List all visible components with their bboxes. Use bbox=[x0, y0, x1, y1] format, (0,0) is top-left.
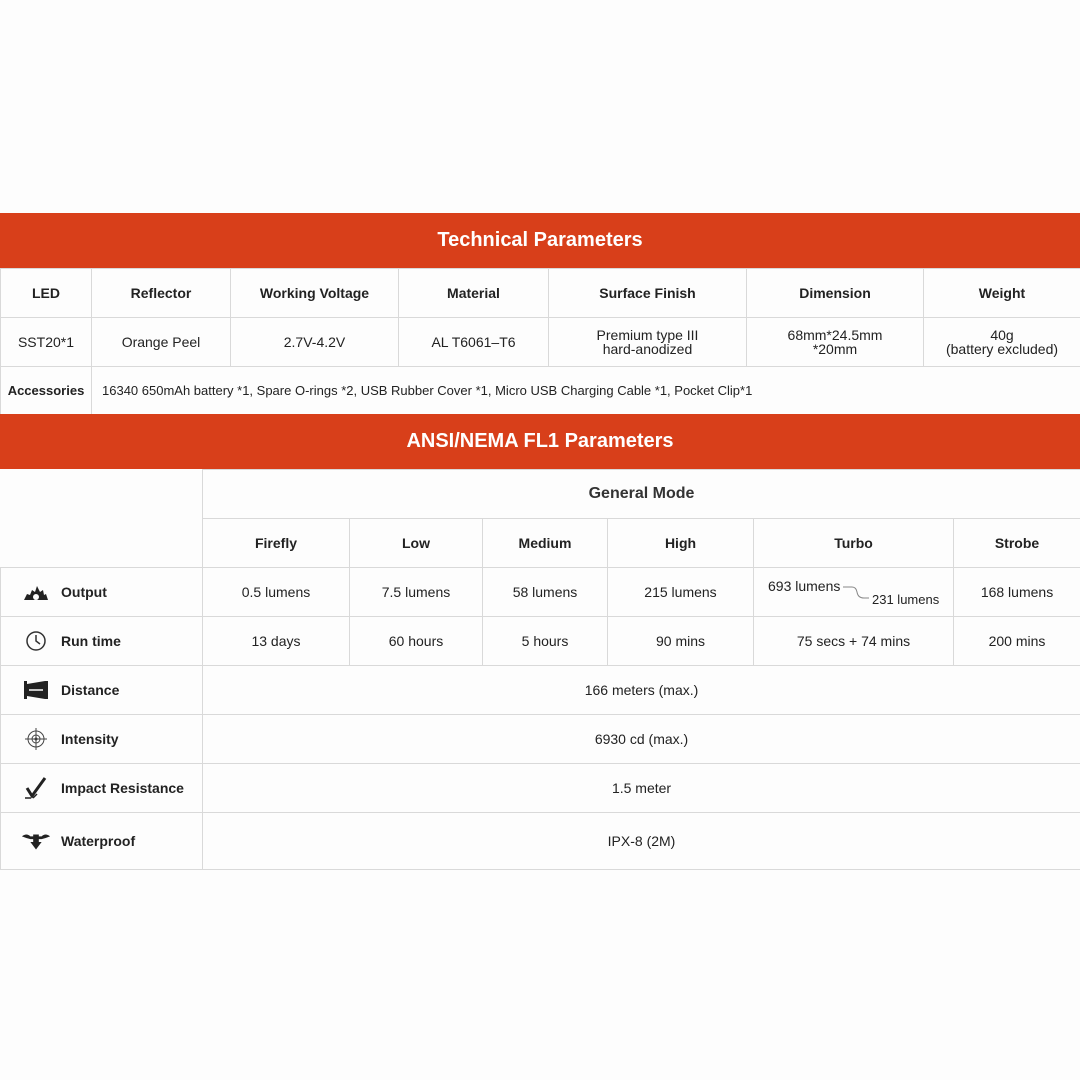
header-dimension: Dimension bbox=[747, 269, 924, 318]
impact-icon bbox=[21, 776, 51, 800]
mode-firefly: Firefly bbox=[203, 519, 350, 568]
waterproof-label: Waterproof bbox=[61, 833, 136, 849]
header-weight: Weight bbox=[924, 269, 1080, 318]
technical-parameters-banner bbox=[0, 213, 1080, 268]
general-mode-title: General Mode bbox=[203, 470, 1080, 519]
beam-distance-icon bbox=[21, 678, 51, 702]
header-material: Material bbox=[399, 269, 549, 318]
value-voltage: 2.7V-4.2V bbox=[231, 318, 399, 367]
header-led: LED bbox=[1, 269, 92, 318]
technical-parameters-table bbox=[0, 268, 1080, 415]
value-led: SST20*1 bbox=[1, 318, 92, 367]
value-reflector: Orange Peel bbox=[92, 318, 231, 367]
runtime-low: 60 hours bbox=[350, 617, 483, 666]
output-label: Output bbox=[61, 584, 107, 600]
dimension-line-2: *20mm bbox=[812, 341, 858, 357]
turbo-end-output: 231 lumens bbox=[872, 592, 940, 607]
finish-line-2: hard-anodized bbox=[602, 341, 693, 357]
accessories-list: 16340 650mAh battery *1, Spare O-rings *2, USB Rubber Cover *1, Micro USB Charging Cable *1, Pocket Clip*1 bbox=[92, 367, 1080, 415]
header-reflector: Reflector bbox=[92, 269, 231, 318]
finish-line-1: Premium type III bbox=[596, 327, 699, 343]
runtime-strobe: 200 mins bbox=[954, 617, 1080, 666]
intensity-value: 6930 cd (max.) bbox=[203, 715, 1080, 764]
value-surface-finish bbox=[549, 318, 747, 367]
output-low: 7.5 lumens bbox=[350, 568, 483, 617]
value-dimension bbox=[747, 318, 924, 367]
step-down-line bbox=[842, 586, 870, 600]
runtime-firefly: 13 days bbox=[203, 617, 350, 666]
mode-high: High bbox=[608, 519, 754, 568]
runtime-label-cell bbox=[1, 617, 203, 666]
technical-parameters-title: Technical Parameters bbox=[437, 229, 643, 251]
distance-value: 166 meters (max.) bbox=[203, 666, 1080, 715]
runtime-turbo: 75 secs + 74 mins bbox=[754, 617, 954, 666]
waterproof-label-cell bbox=[1, 813, 203, 870]
target-icon bbox=[21, 727, 51, 751]
weight-line-2: (battery excluded) bbox=[945, 341, 1059, 357]
mode-low: Low bbox=[350, 519, 483, 568]
impact-label: Impact Resistance bbox=[61, 780, 184, 796]
gear-icon bbox=[21, 580, 51, 604]
runtime-high: 90 mins bbox=[608, 617, 754, 666]
impact-label-cell bbox=[1, 764, 203, 813]
distance-label-cell bbox=[1, 666, 203, 715]
water-drop-icon bbox=[21, 829, 51, 853]
impact-value: 1.5 meter bbox=[203, 764, 1080, 813]
output-high: 215 lumens bbox=[608, 568, 754, 617]
output-strobe: 168 lumens bbox=[954, 568, 1080, 617]
output-firefly: 0.5 lumens bbox=[203, 568, 350, 617]
dimension-line-1: 68mm*24.5mm bbox=[787, 327, 883, 343]
header-surface-finish: Surface Finish bbox=[549, 269, 747, 318]
runtime-label: Run time bbox=[61, 633, 121, 649]
mode-turbo: Turbo bbox=[754, 519, 954, 568]
weight-line-1: 40g bbox=[990, 327, 1014, 343]
intensity-label: Intensity bbox=[61, 731, 119, 747]
mode-medium: Medium bbox=[483, 519, 608, 568]
turbo-start-output: 693 lumens bbox=[768, 578, 841, 594]
header-working-voltage: Working Voltage bbox=[231, 269, 399, 318]
accessories-label: Accessories bbox=[1, 367, 92, 415]
output-medium: 58 lumens bbox=[483, 568, 608, 617]
ansi-parameters-title: ANSI/NEMA FL1 Parameters bbox=[406, 430, 674, 452]
value-material: AL T6061–T6 bbox=[399, 318, 549, 367]
ansi-parameters-table bbox=[0, 469, 1080, 870]
ansi-parameters-banner bbox=[0, 414, 1080, 469]
runtime-medium: 5 hours bbox=[483, 617, 608, 666]
output-turbo bbox=[754, 568, 954, 617]
distance-label: Distance bbox=[61, 682, 120, 698]
value-weight bbox=[924, 318, 1080, 367]
mode-strobe: Strobe bbox=[954, 519, 1080, 568]
waterproof-value: IPX-8 (2M) bbox=[203, 813, 1080, 870]
output-label-cell bbox=[1, 568, 203, 617]
clock-icon bbox=[21, 629, 51, 653]
intensity-label-cell bbox=[1, 715, 203, 764]
corner-cell bbox=[1, 470, 203, 568]
